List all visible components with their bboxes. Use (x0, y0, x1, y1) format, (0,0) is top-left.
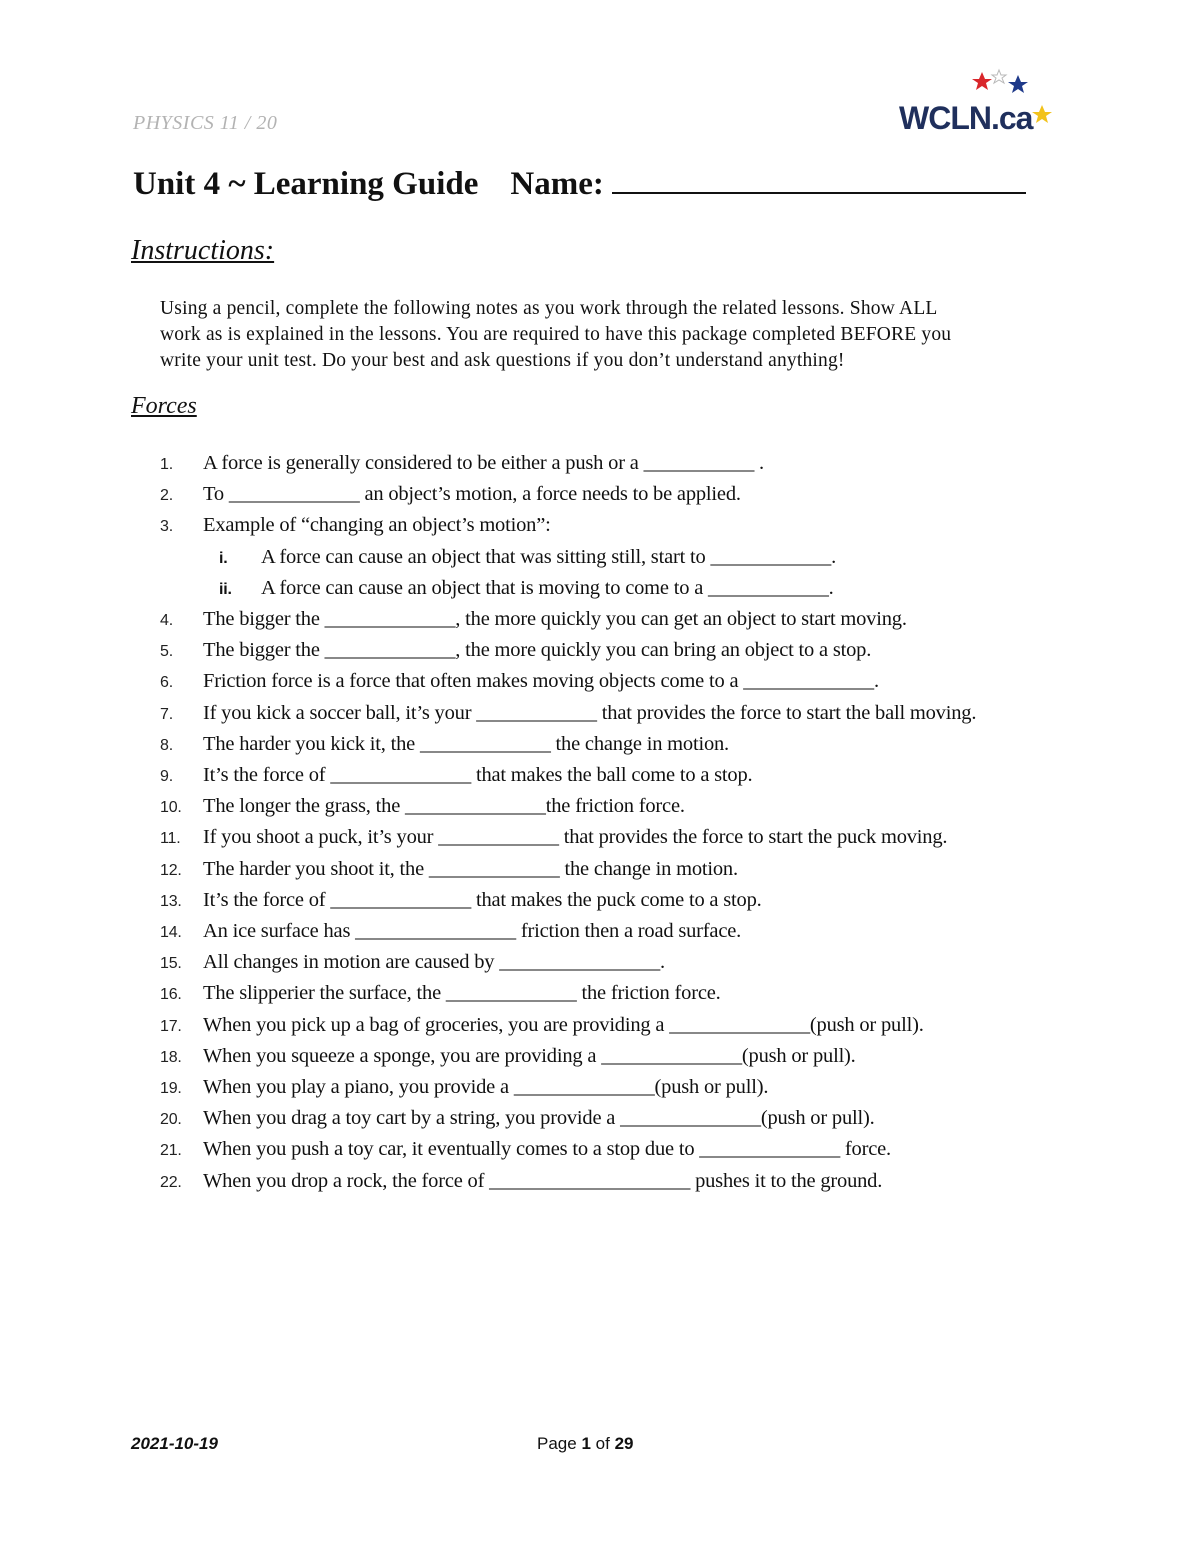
question-item (160, 978, 1080, 1009)
question-text[interactable]: When you push a toy car, it eventually comes to a stop due to ______________ force. (203, 1138, 891, 1161)
question-number: 6. (160, 674, 173, 692)
question-text[interactable]: All changes in motion are caused by ________________. (203, 951, 665, 974)
question-number: 15. (160, 955, 182, 973)
question-text[interactable]: When you squeeze a sponge, you are providing a ______________(push or pull). (203, 1044, 856, 1067)
question-item (160, 479, 1080, 510)
question-item (160, 916, 1080, 947)
question-number: 1. (160, 456, 173, 473)
question-item (160, 822, 1080, 853)
question-number: 3. (160, 518, 173, 536)
question-text[interactable]: If you kick a soccer ball, it’s your ____________ that provides the force to start the ball moving. (203, 701, 977, 724)
question-number: 21. (160, 1142, 182, 1160)
page-word: Page (537, 1434, 577, 1453)
instructions-line: work as is explained in the lessons. You are required to have this package completed BEFORE you (160, 324, 952, 345)
course-label: PHYSICS 11 / 20 (133, 112, 278, 134)
total-pages: 29 (614, 1434, 634, 1453)
name-label: Name: (510, 166, 604, 202)
question-item (160, 729, 1080, 760)
question-number: 12. (160, 861, 182, 879)
question-text[interactable]: When you play a piano, you provide a ______________(push or pull). (203, 1076, 769, 1099)
question-number: 8. (160, 736, 173, 754)
page-title-row (133, 166, 1063, 203)
question-number: 7. (160, 705, 173, 723)
current-page: 1 (581, 1434, 591, 1453)
question-number: 22. (160, 1173, 182, 1191)
question-item (160, 448, 1080, 479)
page-title: Unit 4 ~ Learning Guide (133, 166, 479, 202)
question-number: 2. (160, 487, 173, 505)
question-text[interactable]: If you shoot a puck, it’s your ____________ that provides the force to start the puck moving. (203, 826, 948, 849)
question-item (160, 1134, 1080, 1165)
question-text[interactable]: A force is generally considered to be either a push or a ___________ . (203, 452, 764, 474)
instructions-line: write your unit test. Do your best and ask questions if you don’t understand anything! (160, 350, 845, 371)
yellow-star-icon (1032, 105, 1052, 123)
question-number: 19. (160, 1080, 182, 1098)
footer-date: 2021-10-19 (131, 1434, 218, 1453)
sub-item (203, 573, 1080, 604)
question-text[interactable]: When you pick up a bag of groceries, you are providing a ______________(push or pull). (203, 1013, 924, 1036)
question-item (160, 885, 1080, 916)
question-item (160, 698, 1080, 729)
question-number: 14. (160, 924, 182, 942)
question-item (160, 1072, 1080, 1103)
question-number: 20. (160, 1111, 182, 1129)
red-star-icon (972, 72, 992, 90)
question-text[interactable]: To _____________ an object’s motion, a force needs to be applied. (203, 483, 741, 506)
section-heading-forces: Forces (131, 393, 197, 419)
question-text[interactable]: The slipperier the surface, the _____________ the friction force. (203, 982, 721, 1005)
sub-item-number: ii. (219, 580, 232, 598)
question-text[interactable]: When you drop a rock, the force of ____________________ pushes it to the ground. (203, 1169, 883, 1192)
sub-item (203, 542, 1080, 573)
question-number: 9. (160, 768, 173, 786)
question-number: 17. (160, 1017, 182, 1035)
question-number: 5. (160, 643, 173, 661)
question-number: 13. (160, 892, 182, 910)
question-text[interactable]: Friction force is a force that often makes moving objects come to a _____________. (203, 670, 879, 693)
question-number: 11. (160, 830, 181, 848)
question-number: 16. (160, 986, 182, 1004)
sub-item-text[interactable]: A force can cause an object that was sitting still, start to ____________. (261, 545, 837, 568)
question-text[interactable]: The bigger the _____________, the more quickly you can bring an object to a stop. (203, 639, 872, 662)
question-item (160, 666, 1080, 697)
instructions-text (160, 296, 1080, 374)
question-item (160, 1010, 1080, 1041)
question-text: Example of “changing an object’s motion”: (203, 514, 551, 537)
question-text[interactable]: It’s the force of ______________ that makes the ball come to a stop. (203, 764, 753, 787)
question-item (160, 791, 1080, 822)
question-text[interactable]: It’s the force of ______________ that makes the puck come to a stop. (203, 888, 762, 911)
question-number: 10. (160, 799, 182, 817)
footer-page-number (537, 1434, 633, 1454)
question-item (160, 1041, 1080, 1072)
question-item (160, 947, 1080, 978)
question-item (160, 854, 1080, 885)
of-word: of (595, 1434, 610, 1453)
sub-item-number: i. (219, 549, 228, 567)
question-number: 4. (160, 612, 173, 630)
sub-item-text[interactable]: A force can cause an object that is moving to come to a ____________. (261, 576, 834, 599)
question-number: 18. (160, 1048, 182, 1066)
question-item (160, 1103, 1080, 1134)
instructions-line: Using a pencil, complete the following notes as you work through the related lessons. Show ALL (160, 298, 938, 319)
question-item (160, 760, 1080, 791)
question-item (160, 635, 1080, 666)
question-text[interactable]: The longer the grass, the ______________the friction force. (203, 795, 685, 818)
wcln-logo (893, 64, 1063, 144)
question-list (160, 448, 1080, 1197)
instructions-heading: Instructions: (131, 235, 275, 266)
question-text[interactable]: The bigger the _____________, the more quickly you can get an object to start moving. (203, 608, 907, 631)
white-star-icon (992, 70, 1006, 83)
name-field[interactable] (612, 166, 1026, 194)
question-text[interactable]: The harder you shoot it, the _____________ the change in motion. (203, 857, 738, 880)
question-text[interactable]: The harder you kick it, the _____________ the change in motion. (203, 732, 729, 755)
question-text[interactable]: When you drag a toy cart by a string, you provide a ______________(push or pull). (203, 1107, 875, 1130)
question-text[interactable]: An ice surface has ________________ friction then a road surface. (203, 920, 742, 943)
blue-star-icon (1008, 75, 1028, 93)
question-item (160, 604, 1080, 635)
question-item (160, 1166, 1080, 1197)
logo-text: WCLN.ca (899, 100, 1033, 136)
question-item (160, 510, 1080, 604)
